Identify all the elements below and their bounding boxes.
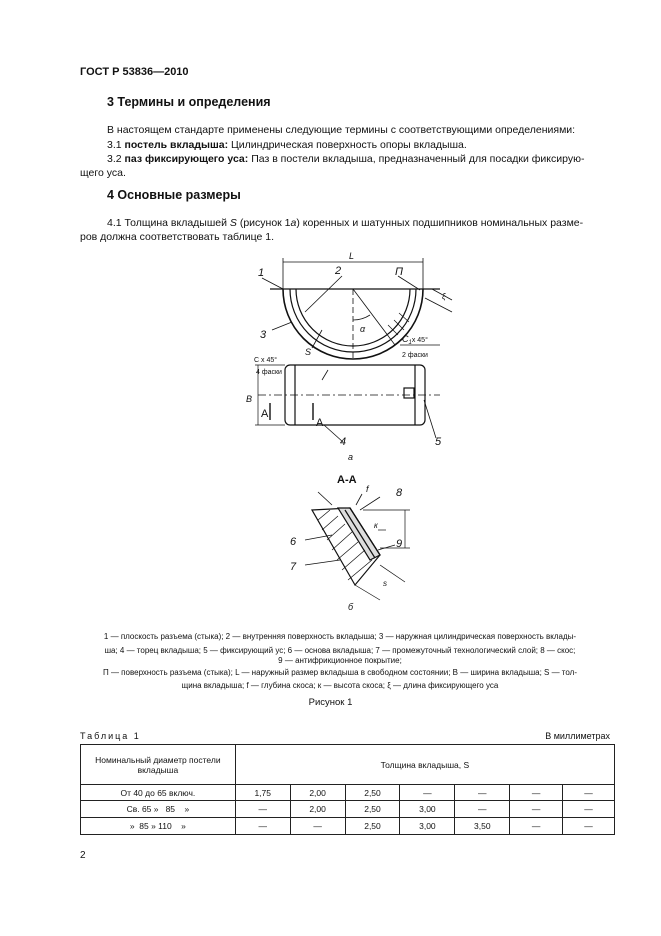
label-9: 9	[396, 538, 403, 550]
cell: 2,00	[290, 785, 345, 801]
label-1: 1	[258, 267, 265, 279]
para-figure-ref: а	[290, 217, 297, 229]
cell: 2,50	[345, 801, 400, 818]
term-3-1-number: 3.1	[107, 139, 122, 151]
table-header-diameter: Номинальный диаметр постели вкладыша	[81, 745, 236, 785]
label-a-left: A	[261, 408, 269, 420]
term-3-2	[107, 152, 584, 166]
caption-line1: 1 — плоскость разъема (стыка); 2 — внутренняя поверхность вкладыша; 3 — наружная цилиндрическая поверхность вклады-	[103, 632, 577, 641]
row-label: От 40 до 65 включ.	[81, 785, 236, 801]
label-4: 4	[340, 436, 347, 448]
cell: 2,00	[290, 801, 345, 818]
term-3-1	[107, 138, 467, 152]
label-kappa: к	[374, 521, 378, 530]
row-label: » 85 » 110 »	[81, 818, 236, 835]
cell: —	[563, 818, 615, 835]
figure-title: Рисунок 1	[308, 697, 353, 708]
table-row	[81, 801, 615, 818]
cell: —	[235, 818, 290, 835]
cell: 2,50	[345, 818, 400, 835]
cell: —	[510, 785, 563, 801]
label-l: L	[349, 251, 355, 261]
section-4-paragraph-line2: ров должна соответствовать таблице 1.	[80, 231, 274, 243]
label-7: 7	[290, 561, 297, 573]
section-3-intro: В настоящем стандарте применены следующие термины с соответствующими определениями:	[107, 124, 576, 136]
label-two-chamfers: 2 фаски	[402, 352, 428, 359]
cell: —	[563, 785, 615, 801]
label-four-chamfers: 4 фаски	[256, 369, 282, 376]
caption-line4: П — поверхность разъема (стыка); L — наружный размер вкладыша в свободном состоянии; B — ширина вкладыша; S — тол-	[102, 668, 577, 677]
cell: 2,50	[345, 785, 400, 801]
thickness-table	[80, 744, 615, 835]
caption-line2: ша; 4 — торец вкладыша; 5 — фиксирующий ус; 6 — основа вкладыша; 7 — промежуточный технологический слой; 8 — скос;	[104, 646, 576, 655]
label-b: B	[246, 394, 253, 404]
caption-line5: щина вкладыша; f — глубина скоса; к — высота скоса; ξ — длина фиксирующего уса	[181, 681, 499, 690]
label-sub-a: а	[348, 452, 354, 462]
para-text: (рисунок 1	[236, 217, 291, 229]
label-a-right: A	[316, 417, 324, 429]
label-5: 5	[435, 436, 442, 448]
section-4-title: 4 Основные размеры	[107, 188, 241, 202]
section-3-title: 3 Термины и определения	[107, 95, 271, 109]
figure-1-drawing	[220, 250, 470, 612]
document-id: ГОСТ Р 53836—2010	[80, 66, 189, 78]
label-p: П	[395, 266, 403, 278]
label-s: S	[305, 347, 312, 357]
table-row	[81, 818, 615, 835]
label-alpha: α	[360, 324, 366, 334]
label-small-s: s	[383, 579, 387, 588]
table-title: Таблица 1	[80, 731, 141, 741]
label-6: 6	[290, 536, 297, 548]
label-8: 8	[396, 487, 403, 499]
cell: 3,00	[400, 801, 455, 818]
label-3: 3	[260, 329, 267, 341]
cell: —	[510, 801, 563, 818]
table-header-thickness: Толщина вкладыша, S	[235, 745, 614, 785]
row-label: Св. 65 » 85 »	[81, 801, 236, 818]
label-c1: $C_1^{x 45^\circ}$	[402, 334, 428, 346]
page-number: 2	[80, 850, 86, 861]
label-2: 2	[335, 265, 342, 277]
cell: 3,00	[400, 818, 455, 835]
para-symbol-s: S	[229, 217, 237, 229]
term-3-2-number: 3.2	[107, 153, 122, 165]
cell: —	[290, 818, 345, 835]
table-units: В миллиметрах	[545, 731, 610, 741]
section-4-paragraph-line1	[107, 216, 583, 230]
label-section-aa: А-А	[337, 474, 357, 486]
term-3-1-term: постель вкладыша:	[124, 139, 229, 151]
table-row	[81, 785, 615, 801]
cell: 3,50	[455, 818, 510, 835]
cell: —	[235, 801, 290, 818]
label-f: f	[366, 484, 369, 494]
cell: 1,75	[235, 785, 290, 801]
caption-line3: 9 — антифрикционное покрытие;	[278, 656, 402, 665]
term-3-2-definition-cont: щего уса.	[80, 167, 126, 179]
term-3-2-definition: Паз в постели вкладыша, предназначенный для посадки фиксирую-	[251, 153, 585, 165]
term-3-2-term: паз фиксирующего уса:	[124, 153, 249, 165]
label-sub-b: б	[348, 602, 354, 612]
cell: —	[400, 785, 455, 801]
cell: —	[455, 801, 510, 818]
para-text: ) коренных и шатунных подшипников номинальных разме-	[296, 217, 584, 229]
para-text: 4.1 Толщина вкладышей	[107, 217, 230, 229]
cell: —	[455, 785, 510, 801]
term-3-1-definition: Цилиндрическая поверхность опоры вкладыша.	[231, 139, 467, 151]
label-xi: ξ	[442, 292, 446, 301]
cell: —	[563, 801, 615, 818]
label-c45: C x 45°	[254, 357, 278, 364]
cell: —	[510, 818, 563, 835]
